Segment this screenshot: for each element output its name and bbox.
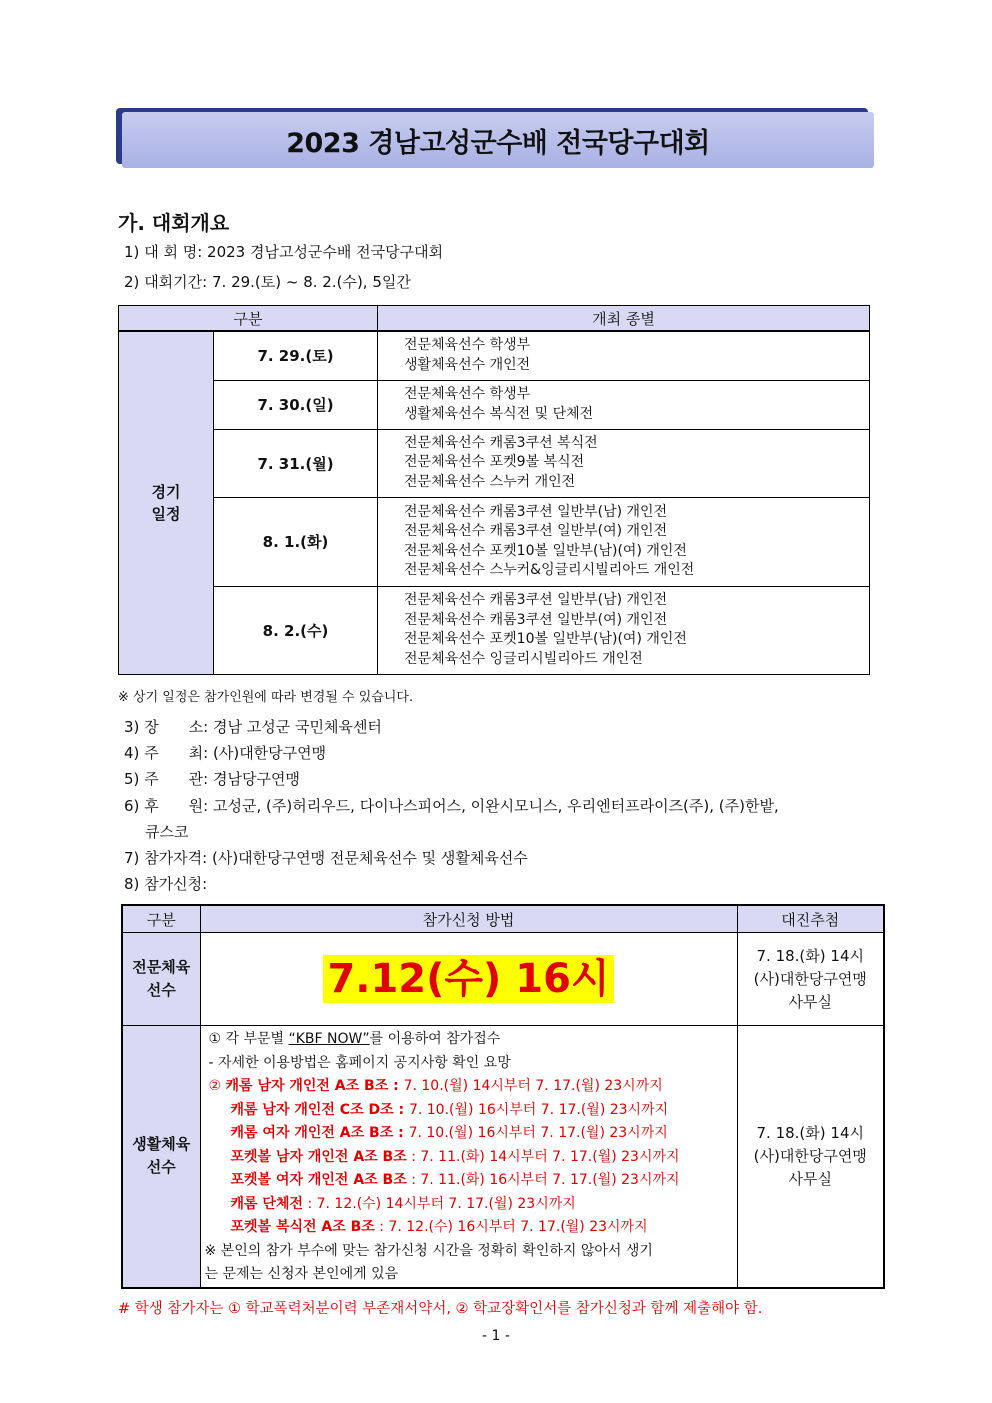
amateur-item: 캐롬 여자 개인전 A조 B조 : 7. 10.(월) 16시부터 7. 17.(월) 23시까지 — [230, 1125, 668, 1141]
registration-header-draw: 대진추첨 — [737, 905, 884, 933]
schedule-date: 7. 29.(토) — [214, 331, 378, 380]
info-line-eligibility: 7) 참가자격: (사)대한당구연맹 전문체육선수 및 생활체육선수 — [124, 849, 528, 867]
schedule-date: 8. 1.(화) — [214, 497, 378, 586]
table-row — [119, 429, 870, 497]
info-line-sponsor-cont: 큐스코 — [145, 823, 189, 841]
table-row — [122, 933, 884, 1026]
amateur-item: 포켓볼 복식전 A조 B조 : 7. 12.(수) 16시부터 7. 17.(월) 23시까지 — [230, 1219, 648, 1235]
amateur-method — [200, 1026, 737, 1288]
document-title: 2023 경남고성군수배 전국당구대회 — [286, 127, 710, 159]
schedule-group-label: 경기 일정 — [119, 331, 214, 674]
amateur-item: ② 캐롬 남자 개인전 A조 B조 : 7. 10.(월) 14시부터 7. 17.(월) 23시까지 — [208, 1078, 663, 1094]
schedule-events: 전문체육선수 캐롬3쿠션 복식전 전문체육선수 포켓9볼 복식전 전문체육선수 스누커 개인전 — [378, 429, 870, 497]
pro-deadline-cell — [200, 933, 737, 1026]
schedule-date: 8. 2.(수) — [214, 586, 378, 674]
title-banner — [116, 108, 874, 168]
student-requirement-note: # 학생 참가자는 ① 학교폭력처분이력 부존재서약서, ② 학교장확인서를 참가신청과 함께 제출해야 함. — [118, 1301, 763, 1317]
schedule-events: 전문체육선수 학생부 생활체육선수 복식전 및 단체전 — [378, 380, 870, 429]
registration-table — [121, 904, 885, 1289]
registration-group-amateur: 생활체육 선수 — [122, 1026, 200, 1288]
registration-header-method: 참가신청 방법 — [200, 905, 737, 933]
table-row — [119, 586, 870, 674]
schedule-header-category: 구분 — [119, 306, 378, 332]
schedule-date: 7. 31.(월) — [214, 429, 378, 497]
table-row — [122, 1026, 884, 1288]
schedule-events: 전문체육선수 학생부 생활체육선수 개인전 — [378, 331, 870, 380]
amateur-line-1: ① 각 부문별 “KBF NOW”를 이용하여 참가접수 — [208, 1031, 501, 1047]
info-line-venue: 3) 장 소: 경남 고성군 국민체육센터 — [124, 718, 382, 736]
table-row — [119, 497, 870, 586]
info-line-name: 1) 대 회 명: 2023 경남고성군수배 전국당구대회 — [124, 243, 444, 261]
table-row — [119, 331, 870, 380]
amateur-item: 캐롬 단체전 : 7. 12.(수) 14시부터 7. 17.(월) 23시까지 — [230, 1195, 576, 1212]
schedule-events: 전문체육선수 캐롬3쿠션 일반부(남) 개인전 전문체육선수 캐롬3쿠션 일반부(여) 개인전 전문체육선수 포켓10볼 일반부(남)(여) 개인전 전문체육선수 스누커&잉글리시빌리아드 개인전 — [378, 497, 870, 586]
info-line-host: 4) 주 최: (사)대한당구연맹 — [124, 744, 327, 762]
info-line-registration: 8) 참가신청: — [124, 875, 208, 893]
registration-header-category: 구분 — [122, 905, 200, 933]
amateur-note-1: ※ 본인의 참가 부수에 맞는 참가신청 시간을 정확히 확인하지 않아서 생기 — [204, 1242, 653, 1259]
schedule-header-events: 개최 종별 — [378, 306, 870, 332]
info-line-organizer: 5) 주 관: 경남당구연맹 — [124, 770, 300, 788]
pro-deadline: 7.12(수) 16시 — [323, 955, 613, 1003]
section-heading: 가. 대회개요 — [118, 211, 230, 235]
info-line-period: 2) 대회기간: 7. 29.(토) ~ 8. 2.(수), 5일간 — [124, 273, 411, 291]
table-row — [119, 380, 870, 429]
registration-group-pro: 전문체육 선수 — [122, 933, 200, 1026]
amateur-item: 캐롬 남자 개인전 C조 D조 : 7. 10.(월) 16시부터 7. 17.(월) 23시까지 — [230, 1101, 669, 1118]
schedule-header-row — [119, 306, 870, 332]
schedule-note: ※ 상기 일정은 참가인원에 따라 변경될 수 있습니다. — [118, 690, 414, 705]
pro-draw: 7. 18.(화) 14시 (사)대한당구연맹 사무실 — [737, 933, 884, 1026]
schedule-events: 전문체육선수 캐롬3쿠션 일반부(남) 개인전 전문체육선수 캐롬3쿠션 일반부(여) 개인전 전문체육선수 포켓10볼 일반부(남)(여) 개인전 전문체육선수 잉글리시빌리아드 개인전 — [378, 586, 870, 674]
amateur-item: 포켓볼 남자 개인전 A조 B조 : 7. 11.(화) 14시부터 7. 17.(월) 23시까지 — [230, 1148, 680, 1165]
registration-header-row — [122, 905, 884, 933]
schedule-date: 7. 30.(일) — [214, 380, 378, 429]
title-banner-face — [122, 112, 874, 168]
schedule-table — [118, 305, 870, 675]
amateur-draw: 7. 18.(화) 14시 (사)대한당구연맹 사무실 — [737, 1026, 884, 1288]
amateur-item: 포켓볼 여자 개인전 A조 B조 : 7. 11.(화) 16시부터 7. 17.(월) 23시까지 — [230, 1172, 680, 1188]
page-number: - 1 - — [482, 1328, 510, 1344]
info-line-sponsor: 6) 후 원: 고성군, (주)허리우드, 다이나스피어스, 이완시모니스, 우리엔터프라이즈(주), (주)한밭, — [124, 797, 779, 815]
amateur-line-2: - 자세한 이용방법은 홈페이지 공지사항 확인 요망 — [208, 1054, 511, 1071]
kbf-now-link[interactable]: “KBF NOW” — [288, 1031, 370, 1047]
amateur-note-2: 는 문제는 신청자 본인에게 있음 — [204, 1266, 399, 1282]
